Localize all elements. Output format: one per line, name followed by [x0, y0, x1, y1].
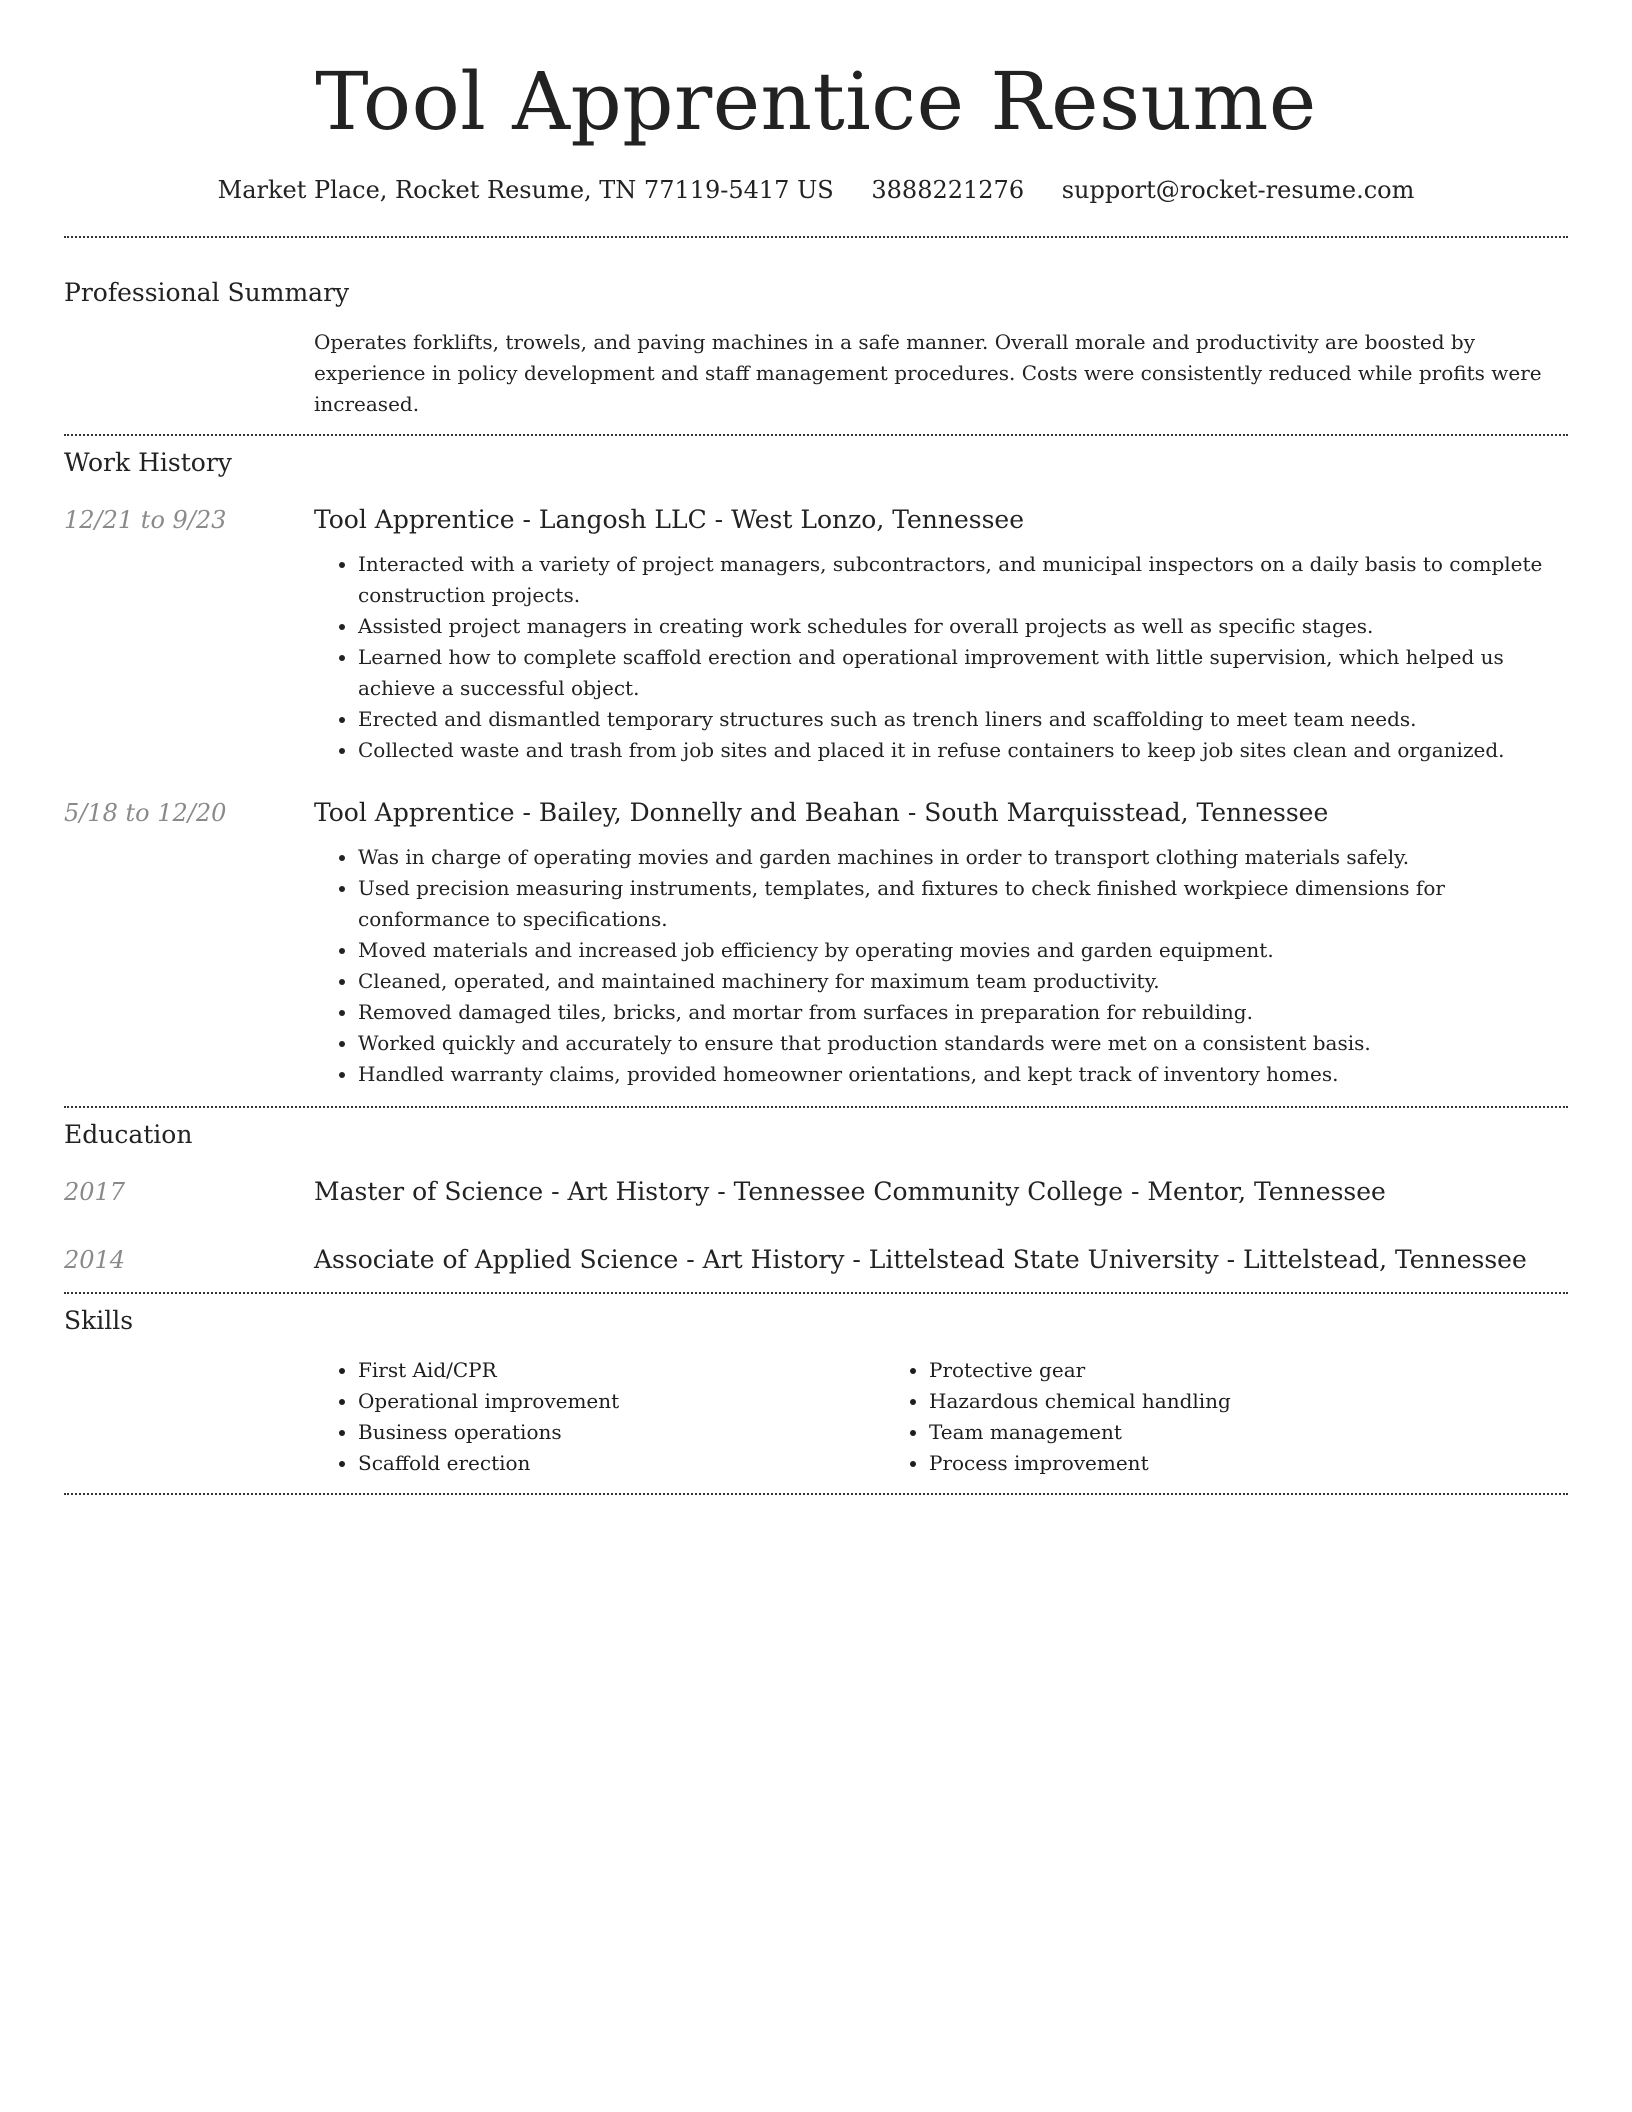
skill-item: • Operational improvement — [358, 1386, 885, 1417]
contact-phone: 3888221276 — [871, 176, 1025, 204]
job-bullet: • Worked quickly and accurately to ensure that production standards were met on a consistent basis. — [358, 1028, 1568, 1059]
divider — [64, 1106, 1568, 1108]
job-entry — [64, 798, 1568, 1090]
contact-email: support@rocket-resume.com — [1061, 176, 1415, 204]
section-title-work-history: Work History — [64, 448, 232, 477]
contact-line — [64, 176, 1568, 204]
skill-item: • Protective gear — [929, 1355, 1456, 1386]
skills-list — [314, 1355, 1456, 1479]
job-bullet: • Handled warranty claims, provided homeowner orientations, and kept track of inventory homes. — [358, 1059, 1568, 1090]
summary-section — [64, 278, 1568, 420]
skills-column-right — [885, 1355, 1456, 1479]
work-history-section — [64, 448, 1568, 1090]
skill-item: • First Aid/CPR — [358, 1355, 885, 1386]
divider — [64, 236, 1568, 238]
divider — [64, 434, 1568, 436]
skills-column-left — [314, 1355, 885, 1479]
job-bullet: • Learned how to complete scaffold erection and operational improvement with little supervision, which helped us achieve a successful object. — [358, 642, 1568, 704]
resume-title: Tool Apprentice Resume — [315, 55, 1317, 148]
summary-text: Operates forklifts, trowels, and paving machines in a safe manner. Overall morale and productivity are boosted by experience in policy development and staff management procedures. Costs were consistently reduced while profits were increased. — [314, 330, 1542, 416]
education-entry — [64, 1245, 1568, 1275]
job-bullets — [314, 842, 1568, 1090]
skill-item: • Hazardous chemical handling — [929, 1386, 1456, 1417]
job-bullet: • Moved materials and increased job efficiency by operating movies and garden equipment. — [358, 935, 1568, 966]
contact-address: Market Place, Rocket Resume, TN 77119-5417 US — [217, 176, 834, 204]
divider — [64, 1292, 1568, 1294]
job-entry — [64, 505, 1568, 766]
education-heading: Master of Science - Art History - Tennessee Community College - Mentor, Tennessee — [314, 1177, 1386, 1206]
education-entry — [64, 1177, 1568, 1207]
job-heading: Tool Apprentice - Langosh LLC - West Lonzo, Tennessee — [314, 505, 1024, 534]
divider — [64, 1493, 1568, 1495]
section-title-education: Education — [64, 1120, 193, 1149]
section-title-summary: Professional Summary — [64, 278, 350, 307]
job-bullets — [314, 549, 1568, 766]
job-bullet: • Was in charge of operating movies and garden machines in order to transport clothing materials safely. — [358, 842, 1568, 873]
skill-item: • Business operations — [358, 1417, 885, 1448]
job-dates: 12/21 to 9/23 — [64, 506, 227, 534]
education-year: 2017 — [64, 1178, 126, 1206]
skill-item: • Process improvement — [929, 1448, 1456, 1479]
job-bullet: • Interacted with a variety of project managers, subcontractors, and municipal inspectors on a daily basis to complete construction projects. — [358, 549, 1568, 611]
resume-page — [64, 0, 1568, 1495]
education-heading: Associate of Applied Science - Art History - Littelstead State University - Littelstead, Tennessee — [314, 1245, 1527, 1274]
job-bullet: • Collected waste and trash from job sites and placed it in refuse containers to keep job sites clean and organized. — [358, 735, 1568, 766]
skill-item: • Scaffold erection — [358, 1448, 885, 1479]
job-bullet: • Assisted project managers in creating work schedules for overall projects as well as specific stages. — [358, 611, 1568, 642]
section-title-skills: Skills — [64, 1306, 134, 1335]
job-bullet: • Cleaned, operated, and maintained machinery for maximum team productivity. — [358, 966, 1568, 997]
job-bullet: • Removed damaged tiles, bricks, and mortar from surfaces in preparation for rebuilding. — [358, 997, 1568, 1028]
job-bullet: • Erected and dismantled temporary structures such as trench liners and scaffolding to meet team needs. — [358, 704, 1568, 735]
education-section — [64, 1120, 1568, 1275]
job-bullet: • Used precision measuring instruments, templates, and fixtures to check finished workpiece dimensions for conformance to specifications. — [358, 873, 1568, 935]
skills-section — [64, 1306, 1568, 1479]
skill-item: • Team management — [929, 1417, 1456, 1448]
job-dates: 5/18 to 12/20 — [64, 799, 227, 827]
job-heading: Tool Apprentice - Bailey, Donnelly and Beahan - South Marquisstead, Tennessee — [314, 798, 1329, 827]
education-year: 2014 — [64, 1246, 126, 1274]
